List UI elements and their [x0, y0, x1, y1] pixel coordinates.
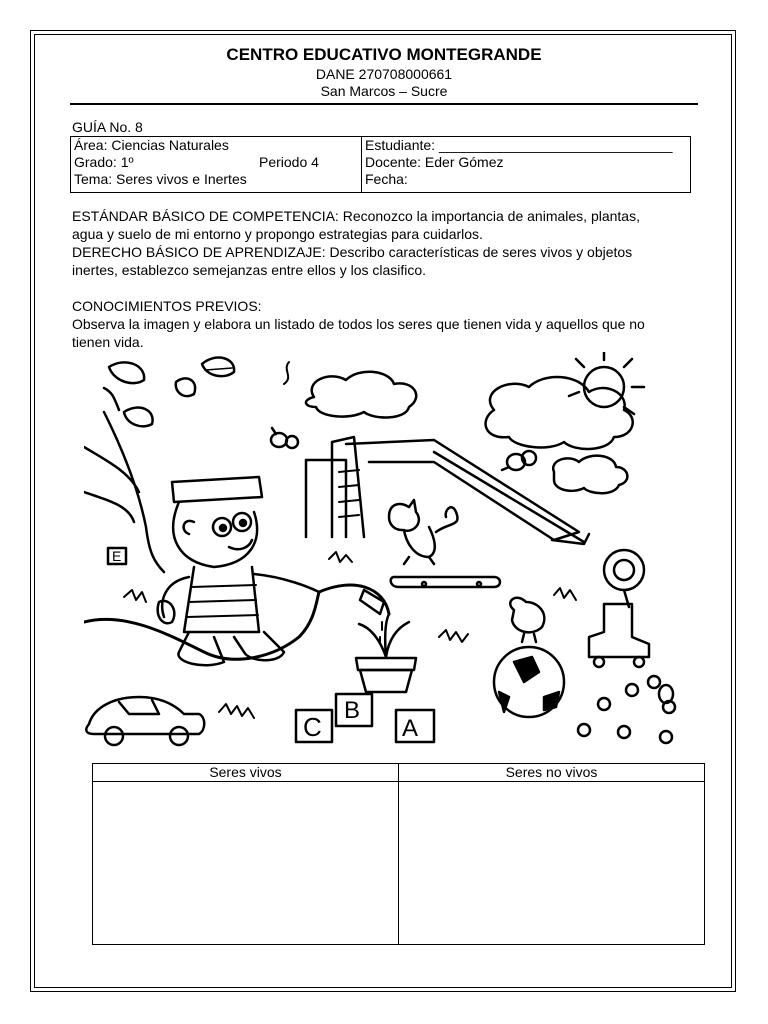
teacher-label: Docente: Eder Gómez — [365, 154, 504, 170]
standard-line-3: DERECHO BÁSICO DE APRENDIZAJE: Describo características de seres vivos y objetos — [72, 244, 633, 260]
block-a — [396, 710, 434, 742]
period-label: Periodo 4 — [259, 154, 319, 170]
living-answer-cell[interactable] — [93, 782, 399, 945]
area-label: Área: Ciencias Naturales — [74, 137, 229, 153]
dane-code: DANE 270708000661 — [315, 66, 453, 82]
grade-label: Grado: 1º — [74, 154, 134, 170]
header-divider — [70, 103, 698, 105]
header-living: Seres vivos — [93, 764, 399, 782]
soccer-ball — [494, 647, 564, 717]
cloud-left — [306, 372, 416, 418]
falling-leaves — [109, 358, 289, 427]
school-location: San Marcos – Sucre — [320, 83, 448, 99]
student-field[interactable]: Estudiante: ______________________________ — [365, 137, 673, 153]
previous-instruction-1: Observa la imagen y elabora un listado de todos los seres que tienen vida y aquellos que no — [72, 316, 645, 332]
header-nonliving: Seres no vivos — [399, 764, 705, 782]
potted-plant — [356, 614, 416, 692]
boy-watering — [158, 477, 319, 665]
block-b — [336, 694, 372, 726]
block-e-letter: E — [112, 548, 122, 564]
small-flowers — [578, 676, 675, 743]
school-name: CENTRO EDUCATIVO MONTEGRANDE — [226, 45, 542, 64]
chick — [510, 598, 544, 642]
guide-info-table — [70, 136, 691, 193]
slide — [306, 437, 589, 544]
guide-number: GUÍA No. 8 — [72, 119, 143, 135]
previous-heading: CONOCIMIENTOS PREVIOS: — [72, 298, 262, 314]
cloud-right — [486, 377, 633, 449]
date-field[interactable]: Fecha: — [365, 171, 408, 187]
butterfly — [502, 451, 536, 470]
garden-hose — [84, 585, 389, 659]
previous-instruction-2: tienen vida. — [72, 334, 144, 350]
classification-table — [92, 763, 705, 945]
standard-line-4: inertes, establezco semejanzas entre ellos y los clasifico. — [72, 262, 427, 278]
sunflower — [604, 550, 644, 607]
park-illustration — [84, 352, 696, 748]
cloud-small — [553, 456, 627, 494]
standard-line-1: ESTÁNDAR BÁSICO DE COMPETENCIA: Reconozco la importancia de animales, plantas, — [72, 208, 640, 224]
block-c — [296, 710, 332, 742]
toy-car — [86, 697, 204, 745]
roller-skate — [589, 604, 649, 667]
butterfly — [271, 428, 298, 448]
nonliving-answer-cell[interactable] — [399, 782, 705, 945]
block-b-letter: B — [344, 697, 361, 724]
info-right-cell — [362, 137, 691, 193]
info-left-cell — [71, 137, 362, 193]
cat — [389, 500, 458, 564]
standard-line-2: agua y suelo de mi entorno y propongo estrategias para cuidarlos. — [72, 226, 483, 242]
skateboard — [391, 577, 500, 587]
block-c-letter: C — [303, 712, 322, 742]
block-e — [108, 548, 126, 564]
block-a-letter: A — [402, 715, 419, 742]
topic-label: Tema: Seres vivos e Inertes — [74, 171, 247, 187]
